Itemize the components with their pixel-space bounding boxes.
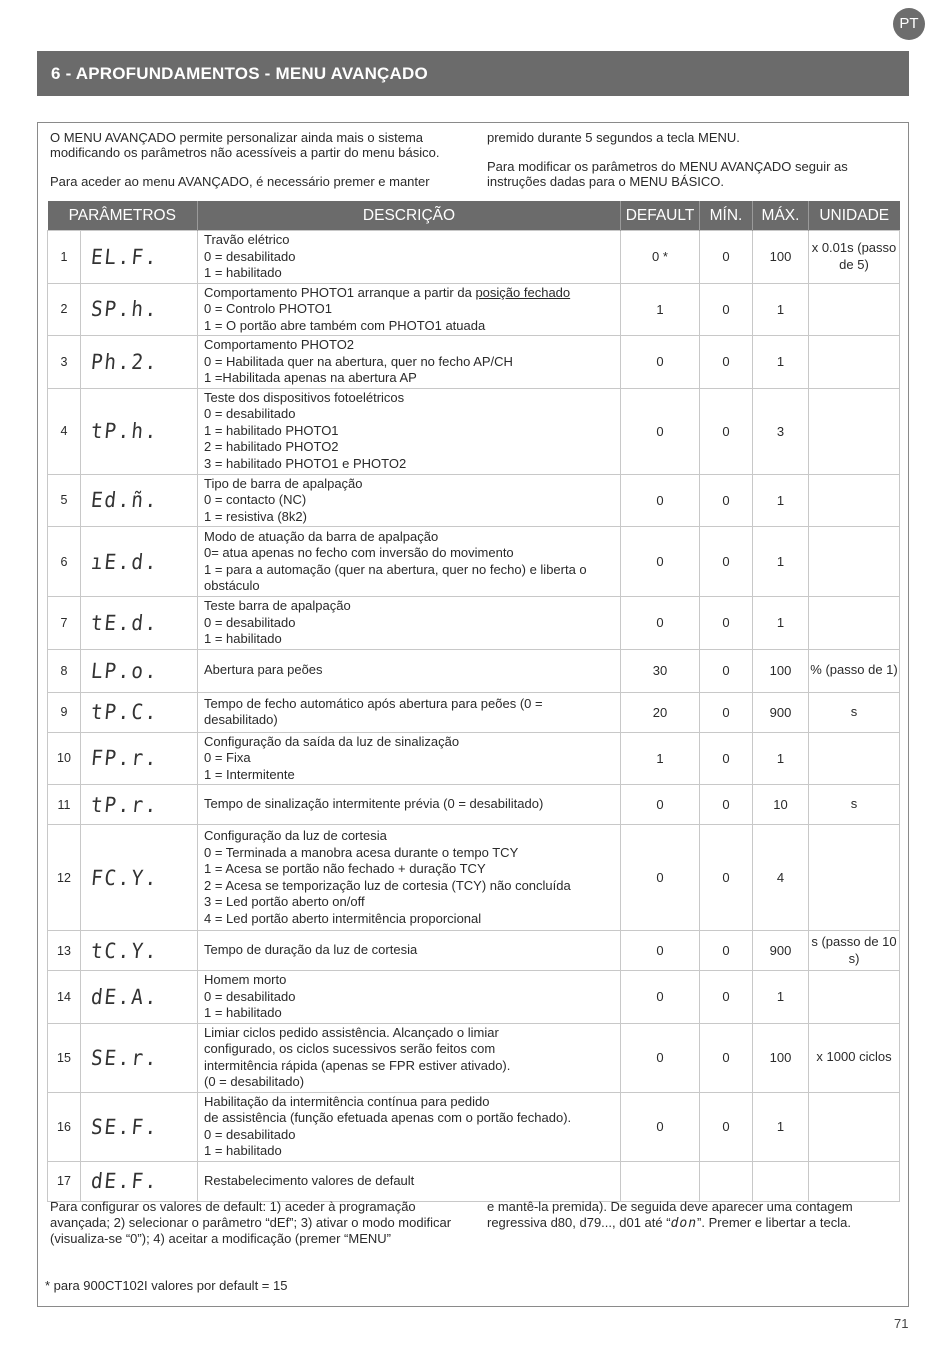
parameter-code (81, 1161, 198, 1201)
description-line: 4 = Led portão aberto intermitência proporcional (204, 910, 482, 926)
description-line: 1 = habilitado (204, 1143, 282, 1158)
unit-value (809, 527, 900, 597)
display-code-don: don (670, 1216, 698, 1231)
parameter-description (198, 692, 621, 732)
max-value: 1 (753, 1092, 809, 1161)
max-value: 4 (753, 825, 809, 931)
header-unidade: UNIDADE (809, 201, 900, 231)
display-code: LP.o. (89, 658, 160, 683)
header-min: MÍN. (700, 201, 753, 231)
outro-text-b: ”. Premer e libertar a tecla. (697, 1215, 851, 1230)
description-line: 0 = desabilitado (204, 248, 296, 264)
description-line: Homem morto (204, 972, 287, 987)
description-line: Travão elétrico (204, 232, 290, 247)
unit-value: s (809, 692, 900, 732)
description-line: 1 = habilitado PHOTO1 (204, 422, 339, 438)
header-parametros: PARÂMETROS (48, 201, 198, 231)
row-number: 13 (48, 931, 81, 971)
description-line: 0 = Habilitada quer na abertura, quer no fecho AP/CH (204, 353, 513, 369)
table-header-row (48, 201, 900, 231)
row-number: 4 (48, 388, 81, 474)
parameter-description (198, 785, 621, 825)
display-code: SE.r. (89, 1045, 160, 1070)
default-value: 0 (621, 931, 700, 971)
intro-right-column (487, 130, 897, 203)
intro-paragraph-4: Para modificar os parâmetros do MENU AVANÇADO seguir as instruções dadas para o MENU BÁSICO. (487, 159, 848, 189)
unit-value (809, 825, 900, 931)
row-number: 11 (48, 785, 81, 825)
parameter-code (81, 1023, 198, 1092)
intro-left-column (50, 130, 455, 203)
parameter-code (81, 785, 198, 825)
page-number: 71 (894, 1316, 909, 1331)
min-value: 0 (700, 527, 753, 597)
row-number: 6 (48, 527, 81, 597)
description-line: Tempo de duração da luz de cortesia (204, 942, 418, 958)
parameter-code (81, 1092, 198, 1161)
max-value: 3 (753, 388, 809, 474)
default-value: 0 (621, 1023, 700, 1092)
header-default: DEFAULT (621, 201, 700, 231)
parameter-code (81, 692, 198, 732)
display-code: tP.C. (89, 700, 160, 724)
max-value: 1 (753, 971, 809, 1024)
min-value: 0 (700, 1092, 753, 1161)
table-row (48, 732, 900, 785)
parameter-code (81, 283, 198, 336)
default-value: 0 (621, 971, 700, 1024)
unit-value (809, 336, 900, 389)
description-line: Configuração da saída da luz de sinalização (204, 733, 460, 749)
min-value: 0 (700, 283, 753, 336)
description-line: Teste barra de apalpação (204, 598, 351, 613)
display-code: FP.r. (89, 746, 160, 771)
description-line: Teste dos dispositivos fotoelétricos (204, 389, 405, 405)
description-line: 3 = Led portão aberto on/off (204, 894, 365, 909)
row-number: 15 (48, 1023, 81, 1092)
description-line: Restabelecimento valores de default (204, 1172, 415, 1188)
intro-paragraph-1: O MENU AVANÇADO permite personalizar ainda mais o sistema modificando os parâmetros não acessíveis a partir do menu básico. (50, 130, 440, 160)
max-value: 1 (753, 732, 809, 785)
row-number: 1 (48, 231, 81, 284)
description-line: Configuração da luz de cortesia (204, 828, 387, 843)
parameter-code (81, 474, 198, 527)
description-line: intermitência rápida (apenas se FPR estiver ativado). (204, 1057, 511, 1073)
description-line: 0= atua apenas no fecho com inversão do movimento (204, 545, 514, 560)
intro-paragraph-2: Para aceder ao menu AVANÇADO, é necessário premer e manter (50, 174, 430, 189)
table-row (48, 649, 900, 692)
description-line: Comportamento PHOTO1 arranque a partir da posição fechado (204, 284, 571, 300)
row-number: 5 (48, 474, 81, 527)
parameter-description (198, 971, 621, 1024)
default-value: 1 (621, 732, 700, 785)
max-value: 900 (753, 931, 809, 971)
description-line: 0 = desabilitado (204, 988, 296, 1004)
min-value (700, 1161, 753, 1201)
description-line: 1 =Habilitada apenas na abertura AP (204, 370, 417, 385)
min-value: 0 (700, 388, 753, 474)
description-line: de assistência (função efetuada apenas com o portão fechado). (204, 1110, 572, 1125)
min-value: 0 (700, 971, 753, 1024)
max-value: 1 (753, 474, 809, 527)
parameter-code (81, 527, 198, 597)
parameter-code (81, 388, 198, 474)
default-value: 30 (621, 649, 700, 692)
default-instructions-left: Para configurar os valores de default: 1) aceder à programação avançada; 2) selecionar o parâmetro “dEf”; 3) ativar o modo modificar (visualiza-se “0”); 4) aceitar a modificação (premer “MENU” (50, 1199, 452, 1246)
description-line: Limiar ciclos pedido assistência. Alcançado o limiar (204, 1024, 499, 1040)
unit-value (809, 474, 900, 527)
display-code: SE.F. (89, 1114, 160, 1139)
max-value: 100 (753, 1023, 809, 1092)
max-value: 1 (753, 283, 809, 336)
table-row (48, 283, 900, 336)
unit-value (809, 388, 900, 474)
description-line: 1 = O portão abre também com PHOTO1 atuada (204, 317, 486, 333)
table-row (48, 825, 900, 931)
min-value: 0 (700, 231, 753, 284)
default-value: 0 (621, 825, 700, 931)
parameter-code (81, 825, 198, 931)
default-value: 0 (621, 527, 700, 597)
default-value: 0 (621, 785, 700, 825)
description-line: 0 = desabilitado (204, 614, 296, 630)
unit-value: % (passo de 1) (809, 649, 900, 692)
display-code: EL.F. (89, 244, 160, 269)
table-row (48, 474, 900, 527)
max-value: 1 (753, 527, 809, 597)
default-value: 1 (621, 283, 700, 336)
description-line: 1 = habilitado (204, 265, 282, 280)
description-line: Abertura para peões (204, 662, 323, 678)
description-line: 0 = Controlo PHOTO1 (204, 301, 333, 316)
row-number: 12 (48, 825, 81, 931)
display-code: tC.Y. (89, 938, 160, 963)
max-value: 100 (753, 231, 809, 284)
table-row (48, 1092, 900, 1161)
description-line: 0 = desabilitado (204, 1126, 296, 1142)
default-value: 0 (621, 388, 700, 474)
description-line: Comportamento PHOTO2 (204, 337, 355, 352)
max-value: 1 (753, 336, 809, 389)
description-line: 3 = habilitado PHOTO1 e PHOTO2 (204, 455, 407, 471)
display-code: Ed.ñ. (89, 488, 160, 513)
display-code: FC.Y. (89, 865, 160, 890)
default-value: 0 (621, 474, 700, 527)
default-value: 0 (621, 597, 700, 650)
default-value: 0 (621, 1092, 700, 1161)
unit-value: s (809, 785, 900, 825)
parameter-description (198, 649, 621, 692)
table-row (48, 692, 900, 732)
table-row (48, 527, 900, 597)
min-value: 0 (700, 732, 753, 785)
language-badge: PT (893, 8, 925, 40)
min-value: 0 (700, 692, 753, 732)
default-value (621, 1161, 700, 1201)
row-number: 9 (48, 692, 81, 732)
underlined-text: posição fechado (475, 284, 571, 300)
min-value: 0 (700, 474, 753, 527)
header-max: MÁX. (753, 201, 809, 231)
display-code: SP.h. (89, 297, 160, 322)
min-value: 0 (700, 649, 753, 692)
description-line: (0 = desabilitado) (204, 1074, 305, 1089)
max-value: 900 (753, 692, 809, 732)
unit-value (809, 971, 900, 1024)
row-number: 14 (48, 971, 81, 1024)
description-line: Tempo de sinalização intermitente prévia (0 = desabilitado) (204, 796, 544, 812)
min-value: 0 (700, 336, 753, 389)
table-row (48, 931, 900, 971)
intro-paragraph-3: premido durante 5 segundos a tecla MENU. (487, 130, 740, 145)
section-title: 6 - APROFUNDAMENTOS - MENU AVANÇADO (37, 51, 909, 96)
min-value: 0 (700, 825, 753, 931)
unit-value: x 1000 ciclos (809, 1023, 900, 1092)
parameter-code (81, 597, 198, 650)
unit-value: x 0.01s (passo de 5) (809, 231, 900, 284)
unit-value (809, 1161, 900, 1201)
min-value: 0 (700, 931, 753, 971)
description-line: 0 = contacto (NC) (204, 492, 307, 507)
parameter-description (198, 1092, 621, 1161)
description-line: 2 = Acesa se temporização luz de cortesia (TCY) não concluída (204, 877, 571, 893)
row-number: 3 (48, 336, 81, 389)
parameter-code (81, 732, 198, 785)
parameter-code (81, 336, 198, 389)
max-value (753, 1161, 809, 1201)
row-number: 8 (48, 649, 81, 692)
description-line: Tempo de fecho automático após abertura para peões (0 = desabilitado) (204, 695, 543, 727)
row-number: 2 (48, 283, 81, 336)
display-code: tP.r. (89, 792, 160, 817)
display-code: dE.A. (89, 984, 160, 1009)
min-value: 0 (700, 1023, 753, 1092)
parameter-code (81, 971, 198, 1024)
description-line: 0 = Terminada a manobra acesa durante o tempo TCY (204, 844, 519, 860)
parameter-description (198, 732, 621, 785)
parameter-code (81, 931, 198, 971)
max-value: 10 (753, 785, 809, 825)
row-number: 10 (48, 732, 81, 785)
parameter-description (198, 527, 621, 597)
table-row (48, 231, 900, 284)
description-line: 1 = habilitado (204, 631, 282, 646)
display-code: Ph.2. (89, 349, 160, 374)
parameter-description (198, 825, 621, 931)
unit-value (809, 732, 900, 785)
table-row (48, 785, 900, 825)
min-value: 0 (700, 597, 753, 650)
table-row (48, 971, 900, 1024)
parameter-code (81, 649, 198, 692)
header-descricao: DESCRIÇÃO (198, 201, 621, 231)
description-line: 1 = Acesa se portão não fechado + duração TCY (204, 861, 486, 876)
max-value: 100 (753, 649, 809, 692)
unit-value (809, 597, 900, 650)
description-line: Habilitação da intermitência contínua para pedido (204, 1093, 490, 1109)
default-value: 0 * (621, 231, 700, 284)
default-value: 20 (621, 692, 700, 732)
row-number: 17 (48, 1161, 81, 1201)
description-line: 0 = desabilitado (204, 406, 296, 422)
description-line: 1 = Intermitente (204, 766, 295, 782)
parameter-description (198, 931, 621, 971)
row-number: 7 (48, 597, 81, 650)
parameter-description (198, 1023, 621, 1092)
unit-value (809, 1092, 900, 1161)
row-number: 16 (48, 1092, 81, 1161)
description-line: 1 = para a automação (quer na abertura, quer no fecho) e liberta o obstáculo (204, 561, 587, 593)
parameter-description (198, 283, 621, 336)
table-body (48, 231, 900, 1202)
description-line: configurado, os ciclos sucessivos serão feitos com (204, 1041, 496, 1056)
display-code: ıE.d. (89, 549, 160, 574)
parameter-description (198, 336, 621, 389)
parameter-description (198, 597, 621, 650)
footnote: * para 900CT102I valores por default = 15 (45, 1278, 288, 1293)
table-row (48, 597, 900, 650)
table-row (48, 336, 900, 389)
table-row (48, 1161, 900, 1201)
parameter-code (81, 231, 198, 284)
display-code: tP.h. (89, 419, 160, 443)
default-value: 0 (621, 336, 700, 389)
description-line: 2 = habilitado PHOTO2 (204, 439, 339, 455)
parameters-table (47, 201, 900, 1202)
display-code: tE.d. (89, 610, 160, 635)
parameter-description (198, 1161, 621, 1201)
description-line: 1 = habilitado (204, 1005, 282, 1020)
parameter-description (198, 388, 621, 474)
max-value: 1 (753, 597, 809, 650)
table-row (48, 388, 900, 474)
parameter-description (198, 474, 621, 527)
description-line: 0 = Fixa (204, 750, 251, 765)
display-code: dE.F. (89, 1169, 160, 1193)
default-instructions-right (487, 1199, 897, 1232)
description-line: Modo de atuação da barra de apalpação (204, 528, 439, 544)
parameter-description (198, 231, 621, 284)
min-value: 0 (700, 785, 753, 825)
unit-value (809, 283, 900, 336)
description-line: 1 = resistiva (8k2) (204, 508, 307, 524)
unit-value: s (passo de 10 s) (809, 931, 900, 971)
table-row (48, 1023, 900, 1092)
description-line: Tipo de barra de apalpação (204, 475, 363, 491)
outro-text-a: e mantê-la premida). De seguida deve aparecer uma contagem regressiva d80, d79..., d01 até “ (487, 1199, 853, 1230)
